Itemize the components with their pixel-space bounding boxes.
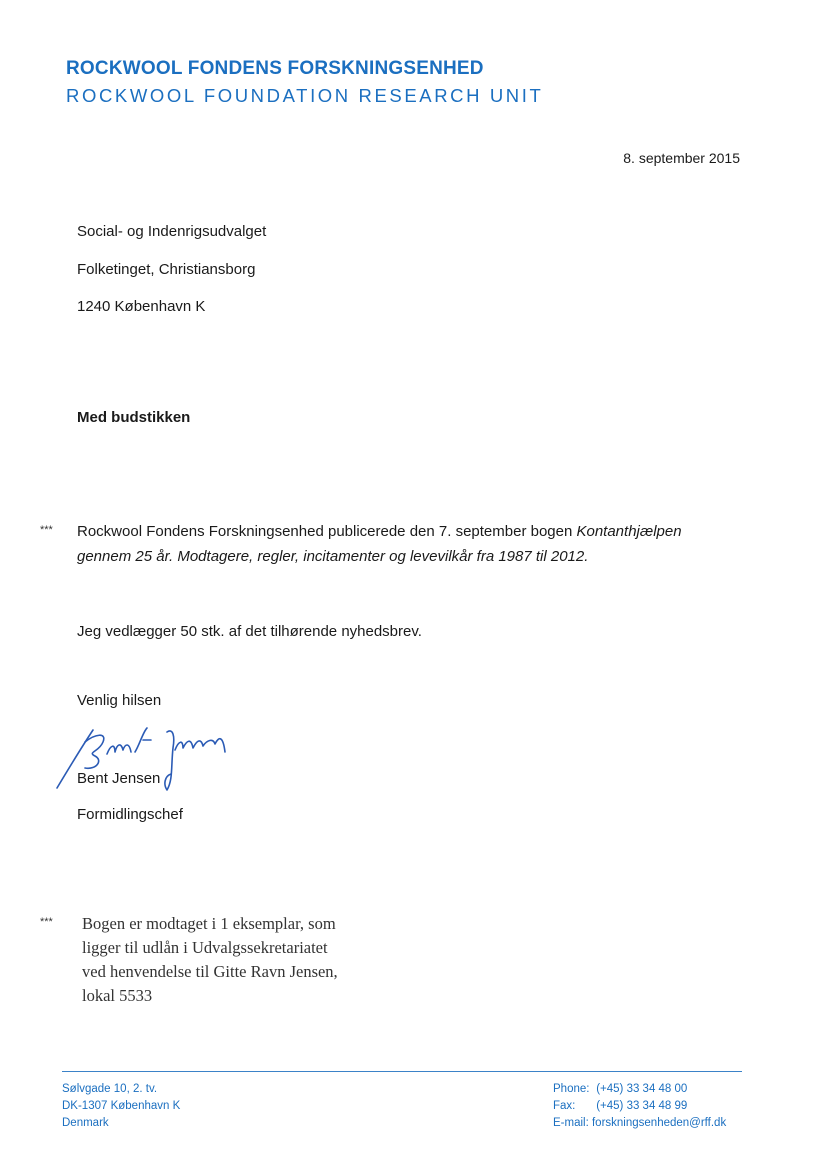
- footer-address-line-1: Sølvgade 10, 2. tv.: [62, 1083, 158, 1095]
- recipient-line-2: Folketinget, Christiansborg: [77, 261, 256, 278]
- book-title-line-2: gennem 25 år. Modtagere, regler, incitamenter og levevilkår fra 1987 til 2012.: [77, 548, 589, 565]
- footer-address-line-2: DK-1307 København K: [62, 1100, 181, 1112]
- book-title-line-1: Kontanthjælpen: [576, 523, 682, 540]
- footer-divider: [62, 1071, 742, 1072]
- body-paragraph-2: Jeg vedlægger 50 stk. af det tilhørende nyhedsbrev.: [77, 623, 422, 640]
- receipt-note-line-4: lokal 5533: [82, 986, 153, 1005]
- closing-greeting: Venlig hilsen: [77, 692, 162, 709]
- phone-label: Phone:: [553, 1083, 590, 1095]
- footer-phone: [553, 1081, 726, 1098]
- recipient-line-1: Social- og Indenrigsudvalget: [77, 223, 267, 240]
- receipt-note-line-1: Bogen er modtaget i 1 eksemplar, som: [82, 914, 336, 933]
- signer-title: Formidlingschef: [77, 806, 183, 823]
- body-marker: ***: [40, 524, 53, 536]
- letter-date: 8. september 2015: [623, 150, 740, 166]
- email-label: E-mail:: [553, 1117, 589, 1129]
- recipient-line-3: 1240 København K: [77, 298, 206, 315]
- footer-address: [62, 1081, 180, 1132]
- letterhead-name-english: ROCKWOOL FOUNDATION RESEARCH UNIT: [66, 85, 544, 106]
- receipt-note-line-3: ved henvendelse til Gitte Ravn Jensen,: [82, 962, 338, 981]
- footer-contact: [553, 1081, 726, 1132]
- body-paragraph-1: [77, 519, 737, 569]
- fax-label: Fax:: [553, 1100, 576, 1112]
- footer-email: [553, 1115, 726, 1132]
- receipt-note: [82, 912, 372, 1008]
- signer-name: Bent Jensen: [77, 770, 161, 787]
- note-marker: ***: [40, 916, 53, 928]
- footer-address-line-3: Denmark: [62, 1117, 109, 1129]
- body-paragraph-1-text: Rockwool Fondens Forskningsenhed publicerede den 7. september bogen: [77, 523, 577, 540]
- footer-fax: [553, 1098, 726, 1115]
- receipt-note-line-2: ligger til udlån i Udvalgssekretariatet: [82, 938, 328, 957]
- letterhead-name-danish: ROCKWOOL FONDENS FORSKNINGSENHED: [66, 58, 484, 79]
- phone-number: (+45) 33 34 48 00: [596, 1083, 688, 1095]
- letter-subject: Med budstikken: [77, 409, 191, 426]
- email-link[interactable]: forskningsenheden@rff.dk: [591, 1117, 727, 1129]
- fax-number: (+45) 33 34 48 99: [596, 1100, 688, 1112]
